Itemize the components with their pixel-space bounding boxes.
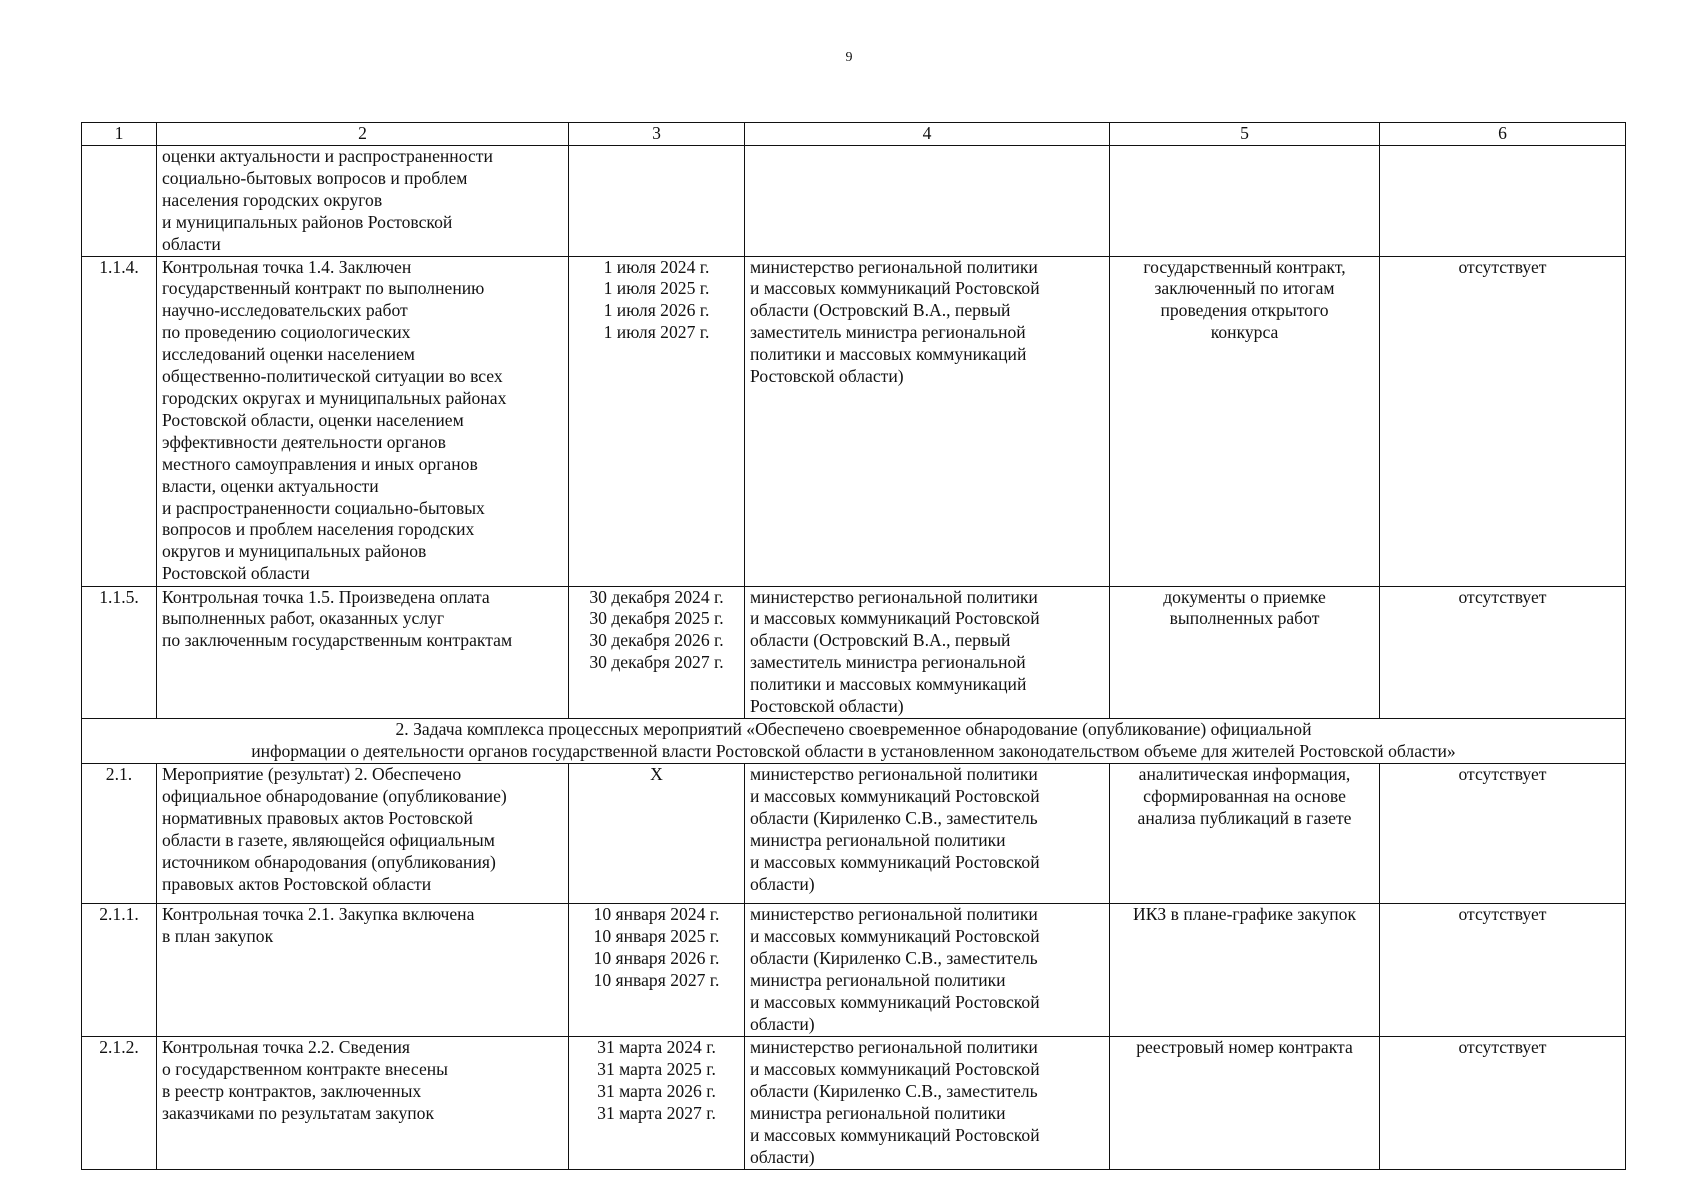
column-number-4: 4 <box>745 123 1110 146</box>
row-number-cell: 1.1.4. <box>82 256 157 586</box>
column-number-5: 5 <box>1110 123 1380 146</box>
result-document-cell: аналитическая информация, сформированная на основе анализа публикаций в газете <box>1110 763 1380 903</box>
activity-name-cell: Контрольная точка 2.2. Сведения о государственном контракте внесены в реестр контрактов, заключенных заказчиками по результатам закупок <box>157 1036 569 1169</box>
result-document-cell <box>1110 146 1380 257</box>
activity-name-cell: Мероприятие (результат) 2. Обеспечено официальное обнародование (опубликование) нормативных правовых актов Ростовской области в газете, являющейся официальным источником обнародования (опубликования) правовых актов Ростовской области <box>157 763 569 903</box>
table-row <box>82 903 1626 1036</box>
table-row <box>82 763 1626 903</box>
row-number-cell: 1.1.5. <box>82 586 157 718</box>
result-document-cell: государственный контракт, заключенный по итогам проведения открытого конкурса <box>1110 256 1380 586</box>
column-number-header-row <box>82 123 1626 146</box>
risk-cell: отсутствует <box>1380 586 1626 718</box>
row-number-cell: 2.1.1. <box>82 903 157 1036</box>
row-number-cell <box>82 146 157 257</box>
activity-name-cell: Контрольная точка 1.4. Заключен государственный контракт по выполнению научно-исследовательских работ по проведению социологических исследований оценки населением общественно-политической ситуации во всех городских округах и муниципальных районах Ростовской области, оценки населением эффективности деятельности органов местного самоуправления и иных органов власти, оценки актуальности и распространенности социально-бытовых вопросов и проблем населения городских округов и муниципальных районов Ростовской области <box>157 256 569 586</box>
responsible-cell: министерство региональной политики и массовых коммуникаций Ростовской области (Кириленко С.В., заместитель министра региональной политики и массовых коммуникаций Ростовской области) <box>745 903 1110 1036</box>
responsible-cell: министерство региональной политики и массовых коммуникаций Ростовской области (Кириленко С.В., заместитель министра региональной политики и массовых коммуникаций Ростовской области) <box>745 763 1110 903</box>
row-number-cell: 2.1. <box>82 763 157 903</box>
activity-name-cell: Контрольная точка 2.1. Закупка включена в план закупок <box>157 903 569 1036</box>
risk-cell: отсутствует <box>1380 1036 1626 1169</box>
risk-cell: отсутствует <box>1380 763 1626 903</box>
table-row <box>82 586 1626 718</box>
activity-name-cell: оценки актуальности и распространенности социально-бытовых вопросов и проблем населения городских округов и муниципальных районов Ростовской области <box>157 146 569 257</box>
column-number-3: 3 <box>569 123 745 146</box>
deadline-cell: 1 июля 2024 г. 1 июля 2025 г. 1 июля 2026 г. 1 июля 2027 г. <box>569 256 745 586</box>
table-row <box>82 256 1626 586</box>
deadline-cell: 10 января 2024 г. 10 января 2025 г. 10 января 2026 г. 10 января 2027 г. <box>569 903 745 1036</box>
page-number: 9 <box>845 50 853 65</box>
table-row <box>82 1036 1626 1169</box>
deadline-cell: 30 декабря 2024 г. 30 декабря 2025 г. 30 декабря 2026 г. 30 декабря 2027 г. <box>569 586 745 718</box>
deadline-cell <box>569 146 745 257</box>
row-number-cell: 2.1.2. <box>82 1036 157 1169</box>
deadline-cell: 31 марта 2024 г. 31 марта 2025 г. 31 марта 2026 г. 31 марта 2027 г. <box>569 1036 745 1169</box>
responsible-cell: министерство региональной политики и массовых коммуникаций Ростовской области (Островский В.А., первый заместитель министра региональной политики и массовых коммуникаций Ростовской области) <box>745 256 1110 586</box>
result-document-cell: документы о приемке выполненных работ <box>1110 586 1380 718</box>
result-document-cell: реестровый номер контракта <box>1110 1036 1380 1169</box>
risk-cell <box>1380 146 1626 257</box>
responsible-cell: министерство региональной политики и массовых коммуникаций Ростовской области (Островский В.А., первый заместитель министра региональной политики и массовых коммуникаций Ростовской области) <box>745 586 1110 718</box>
risk-cell: отсутствует <box>1380 903 1626 1036</box>
task-row <box>82 718 1626 763</box>
task-heading: 2. Задача комплекса процессных мероприятий «Обеспечено своевременное обнародование (опубликование) официальной информации о деятельности органов государственной власти Ростовской области в установленном законодательством объеме для жителей Ростовской области» <box>82 718 1626 763</box>
responsible-cell: министерство региональной политики и массовых коммуникаций Ростовской области (Кириленко С.В., заместитель министра региональной политики и массовых коммуникаций Ростовской области) <box>745 1036 1110 1169</box>
column-number-1: 1 <box>82 123 157 146</box>
result-document-cell: ИКЗ в плане-графике закупок <box>1110 903 1380 1036</box>
deadline-cell: Х <box>569 763 745 903</box>
column-number-2: 2 <box>157 123 569 146</box>
risk-cell: отсутствует <box>1380 256 1626 586</box>
activity-name-cell: Контрольная точка 1.5. Произведена оплата выполненных работ, оказанных услуг по заключенным государственным контрактам <box>157 586 569 718</box>
table-row <box>82 146 1626 257</box>
plan-table <box>81 122 1626 1170</box>
column-number-6: 6 <box>1380 123 1626 146</box>
responsible-cell <box>745 146 1110 257</box>
